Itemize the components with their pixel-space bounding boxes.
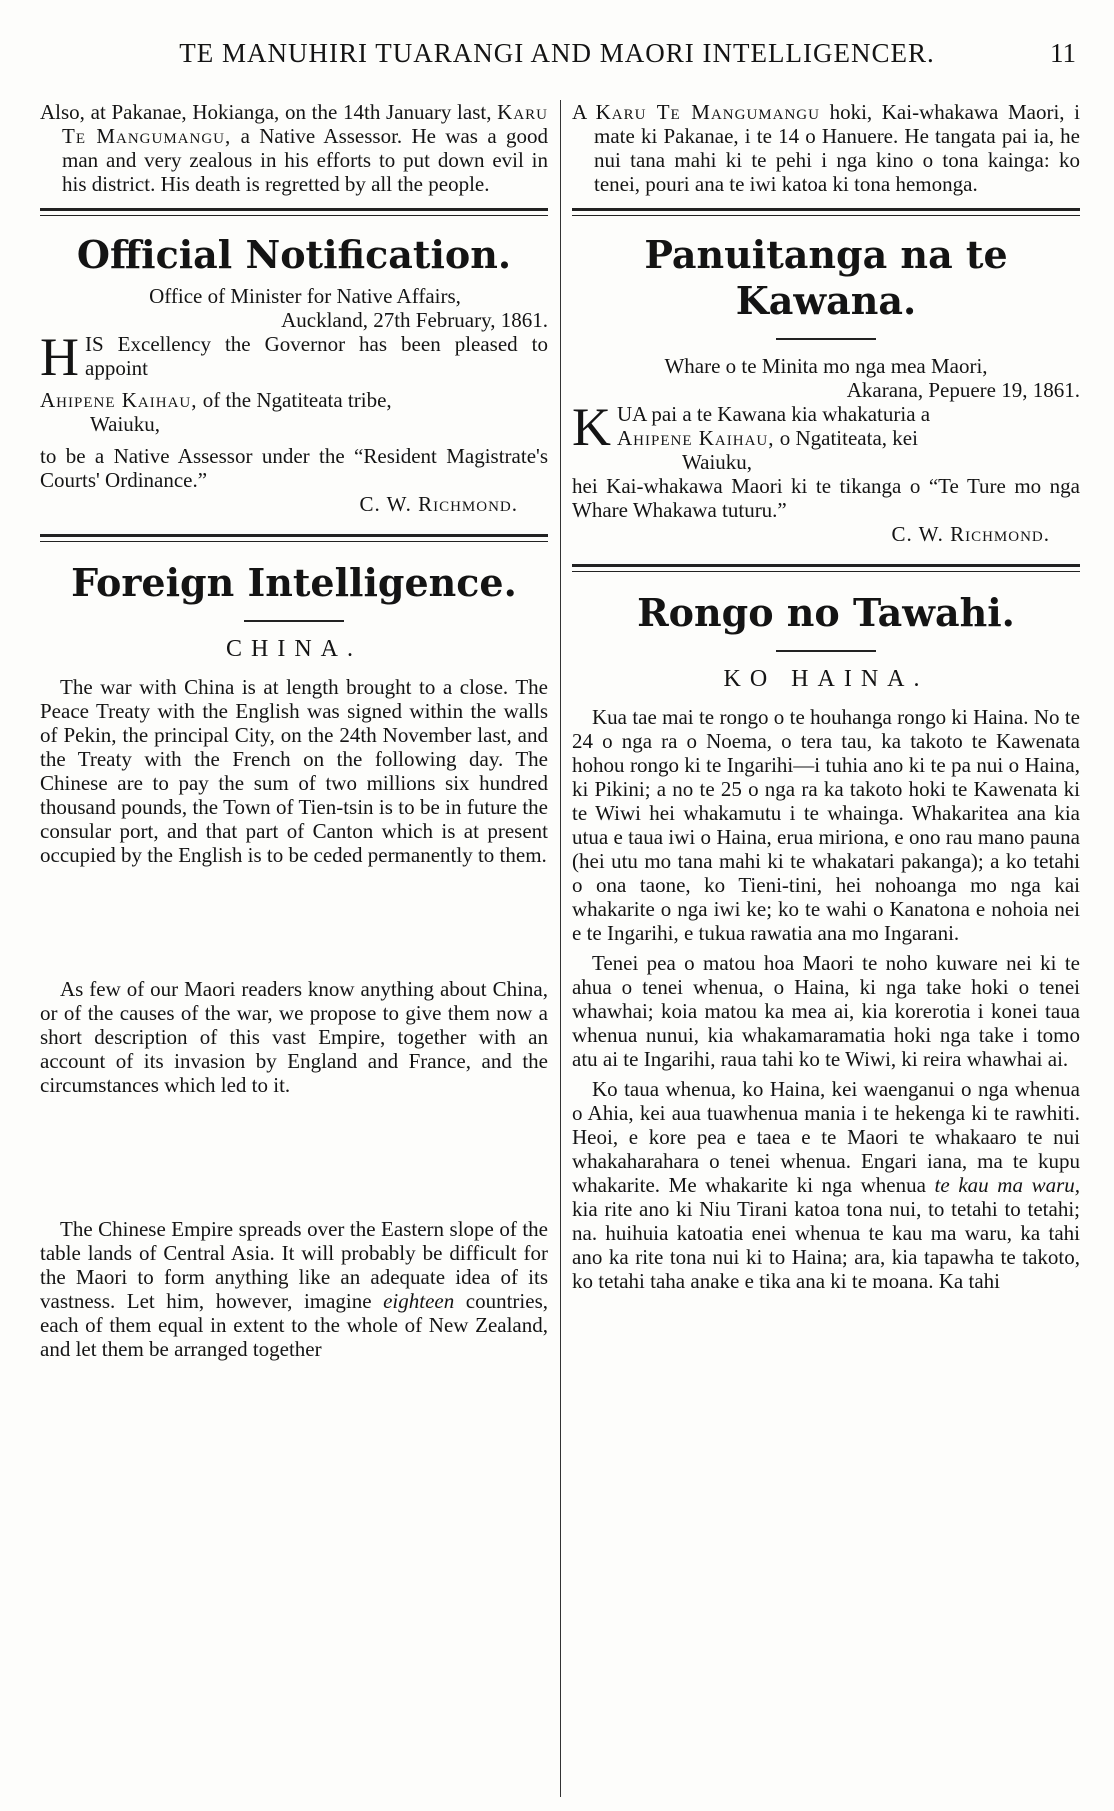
foreign-paragraph-1-maori: Kua tae mai te rongo o te houhanga rongo ki Haina. No te 24 o nga ra o Noema, o tera tau, ka takoto te Kawenata hohou rongo ki te Ingarihi—i tuhia ano ki te pa nui o Haina, ki Pikini; a no te 25 o nga ra ka takoto hoki te Kawenata ki te Wiwi hei whakamutu i te whainga. Whakaritea ana kia utua e taua iwi o Haina, erua miriona, e ono rau mano pauna (hei utu mo tana mahi ki te whakatari pakanga); a ko tetahi o ona taone, ko Tieni-tini, hei nohoanga mo nga kai whakarite o nga iwi ke; ko te wahi o Kanatona e nohoia nei e te Ingarihi, e tukua rawatia ana mo Ingarani. xyxy=(572,705,1080,945)
signature: C. W. Richmond. xyxy=(359,492,518,516)
newspaper-title: TE MANUHIRI TUARANGI AND MAORI INTELLIGENCER. xyxy=(179,38,935,68)
drop-cap: H xyxy=(40,332,79,380)
section-rule xyxy=(40,534,548,542)
foreign-subhead-maori: KO HAINA. xyxy=(723,666,929,692)
emphasis: eighteen xyxy=(383,1289,455,1313)
title-underline xyxy=(244,620,344,622)
appointee-name: Ahipene Kaihau, xyxy=(40,388,198,412)
foreign-paragraph-3: The Chinese Empire spreads over the Eastern slope of the table lands of Central Asia. It will probably be difficult for the Maori to form anything like an adequate idea of its vastness. Let him, however, imagine eighteen countries, each of them equal in extent to the whole of New Zealand, and let them be arranged together xyxy=(40,1217,548,1361)
appointee-place-maori: Waiuku, xyxy=(682,450,753,474)
section-rule xyxy=(40,208,548,216)
notification-body-text: IS Excellency the Governor has been pleased to appoint xyxy=(85,332,548,380)
foreign-title-maori: Rongo no Tawahi. xyxy=(637,590,1015,635)
notification-office-maori: Whare o te Minita mo nga mea Maori, xyxy=(664,354,988,378)
title-underline xyxy=(776,338,876,340)
obituary-name: Karu Te Mangumangu, xyxy=(62,100,548,148)
column-divider xyxy=(560,100,561,1797)
obituary-lead: Also, at Pakanae, Hokianga, on the 14th January last, xyxy=(40,100,498,124)
title-underline xyxy=(776,650,876,652)
foreign-paragraph-2: As few of our Maori readers know anything about China, or of the causes of the war, we propose to give them now a short description of this vast Empire, together with an account of its invasion by England and France, and the circumstances which led to it. xyxy=(40,977,548,1097)
notification-body-maori xyxy=(572,402,1080,450)
foreign-paragraph-1: The war with China is at length brought to a close. The Peace Treaty with the English was signed within the walls of Pekin, the principal City, on the 24th November last, and the Treaty with the French on the following day. The Chinese are to pay the sum of two millions six hundred thousand pounds, the Town of Tien-tsin is to be in future the consular port, and that part of Canton which is at present occupied by the English is to be ceded permanently to them. xyxy=(40,675,548,867)
foreign-title: Foreign Intelligence. xyxy=(71,560,517,605)
notification-body xyxy=(40,332,548,380)
page-header xyxy=(0,38,1114,72)
notification-body-text-maori: UA pai a te Kawana kia whakaturia a Ahipene Kaihau, o Ngatiteata, kei xyxy=(617,402,931,450)
page-number: 11 xyxy=(1050,38,1076,68)
obituary-paragraph-maori: A Karu Te Mangumangu hoki, Kai-whakawa Maori, i mate ki Pakanae, i te 14 o Hanuere. He tangata pai ia, he nui tana mahi ki te pehi i nga kino o tona kainga: ko tenei, pouri ana te iwi katoa ki tona hemonga. xyxy=(572,100,1080,196)
foreign-subhead: CHINA. xyxy=(226,636,362,662)
appointee-place: Waiuku, xyxy=(90,412,161,436)
notification-title: Official Notification. xyxy=(76,232,512,277)
drop-cap: K xyxy=(572,402,611,450)
foreign-paragraph-2-maori: Tenei pea o matou hoa Maori te noho kuware nei ki te ahua o tenei whenua, o Haina, ki nga take hoki o tenei whawhai; koia matou ka mea ai, kia korerotia i konei taua whenua nunui, kia whakamaramatia hoki nga take i tomo atu ai te Ingarihi, raua tahi ko te Wiwi, ki reira whawhai ai. xyxy=(572,951,1080,1071)
appointee-line xyxy=(40,388,548,412)
section-rule xyxy=(572,208,1080,216)
obituary-rest: a Native Assessor. He was a good man and very zealous in his efforts to put down evil in his district. His death is regretted by all the people. xyxy=(62,124,548,196)
notification-place-date-maori: Akarana, Pepuere 19, 1861. xyxy=(846,378,1080,402)
obituary-name-maori: Karu Te Mangumangu xyxy=(595,100,820,124)
foreign-paragraph-3-maori: Ko taua whenua, ko Haina, kei waenganui o nga whenua o Ahia, kei aua tuawhenua mania i te hekenga ki te rawhiti. Heoi, e kore pea e taea e te Maori te whakaaro te nui whakaharahara o tenei whenua. Engari iana, ma te kupu whakarite. Me whakarite ki nga whenua te kau ma waru, kia rite ano ki Niu Tirani katoa tona nui, to tetahi to tetahi; na. huihuia katoatia enei whenua te kau ma waru, ka tahi ano ka rite tona nui ki to Haina; ara, kia tapawha te takoto, ko tetahi taha anake e tika ana ki te moana. Ka tahi xyxy=(572,1077,1080,1293)
emphasis: te kau ma waru, xyxy=(934,1173,1080,1197)
notification-title-maori: Panuitanga na te Kawana. xyxy=(644,232,1008,323)
english-column xyxy=(40,100,548,1361)
obituary-paragraph xyxy=(40,100,548,196)
notification-place-date: Auckland, 27th February, 1861. xyxy=(281,308,548,332)
maori-column xyxy=(572,100,1080,1293)
notification-office: Office of Minister for Native Affairs, xyxy=(149,284,461,308)
appointment-purpose: to be a Native Assessor under the “Resident Magistrate's Courts' Ordinance.” xyxy=(40,444,548,492)
signature-maori: C. W. Richmond. xyxy=(891,522,1050,546)
appointee-rest: of the Ngatiteata tribe, xyxy=(197,388,392,412)
section-rule xyxy=(572,564,1080,572)
appointment-purpose-maori: hei Kai-whakawa Maori ki te tikanga o “Te Ture mo nga Whare Whakawa tuturu.” xyxy=(572,474,1080,522)
